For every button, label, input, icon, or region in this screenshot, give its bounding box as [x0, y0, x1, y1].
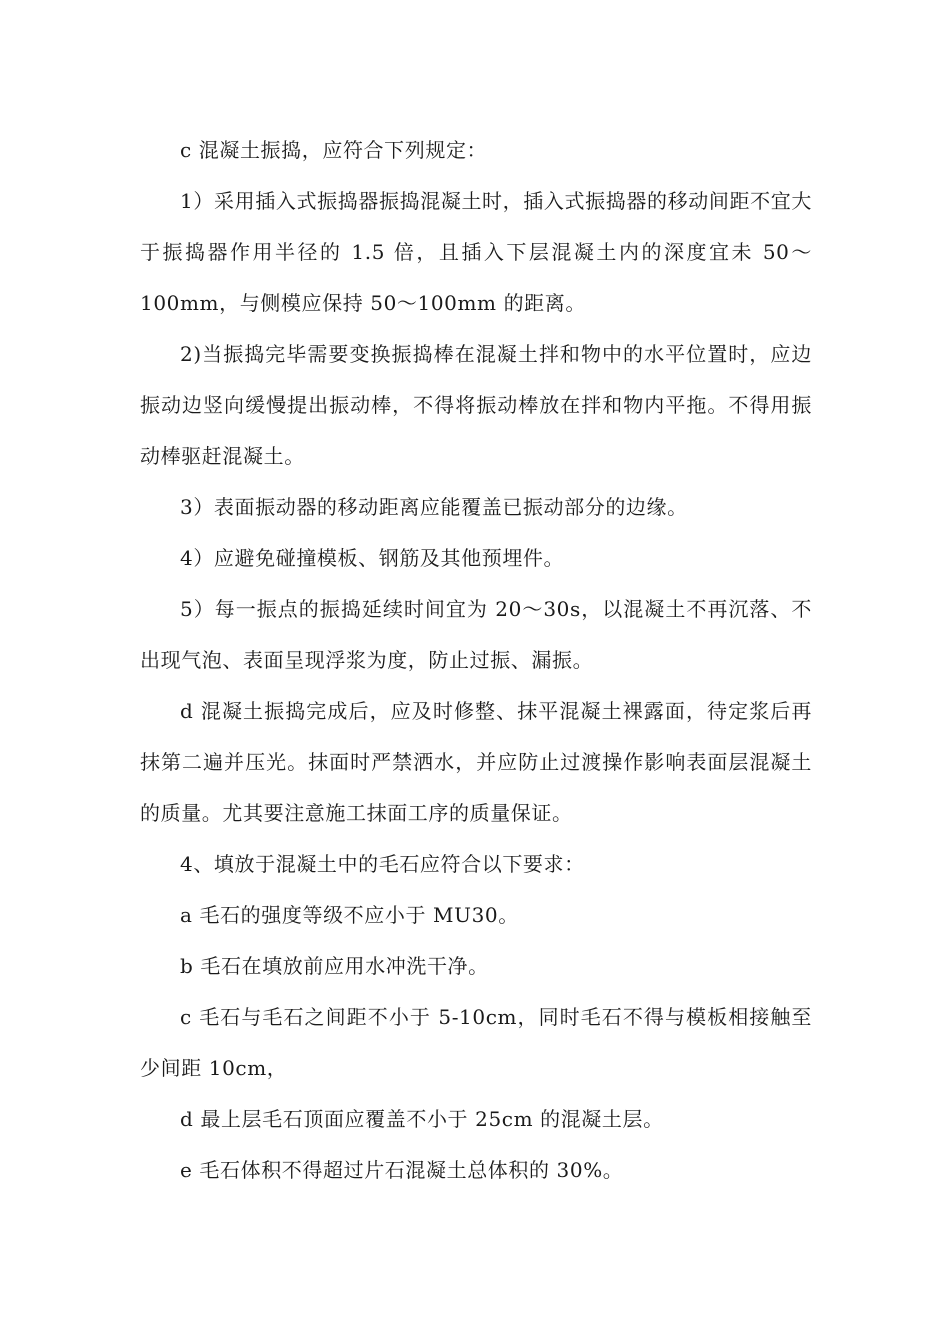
paragraph-item-3: 3）表面振动器的移动距离应能覆盖已振动部分的边缘。: [180, 495, 688, 519]
body-text: [140, 125, 812, 1196]
paragraph-finishing: d 混凝土振捣完成后，应及时修整、抹平混凝土裸露面，待定浆后再抹第二遍并压光。抹面时严禁洒水，并应防止过渡操作影响表面层混凝土的质量。尤其要注意施工抹面工序的质量保证。: [140, 699, 812, 825]
paragraph-rubble-e: e 毛石体积不得超过片石混凝土总体积的 30%。: [180, 1158, 624, 1182]
paragraph-item-2: 2)当振捣完毕需要变换振捣棒在混凝土拌和物中的水平位置时，应边振动边竖向缓慢提出振动棒，不得将振动棒放在拌和物内平拖。不得用振动棒驱赶混凝土。: [140, 342, 812, 468]
paragraph-rubble-c: c 毛石与毛石之间距不小于 5-10cm，同时毛石不得与模板相接触至少间距 10cm，: [140, 1005, 812, 1080]
paragraph-rubble-heading: 4、填放于混凝土中的毛石应符合以下要求：: [180, 852, 585, 876]
paragraph-rubble-b: b 毛石在填放前应用水冲洗干净。: [180, 954, 489, 978]
paragraph-rubble-a: a 毛石的强度等级不应小于 MU30。: [180, 903, 519, 927]
paragraph-item-4: 4）应避免碰撞模板、钢筋及其他预埋件。: [180, 546, 565, 570]
paragraph-item-5: 5）每一振点的振捣延续时间宜为 20～30s，以混凝土不再沉落、不出现气泡、表面呈现浮浆为度，防止过振、漏振。: [140, 597, 812, 672]
paragraph-rubble-d: d 最上层毛石顶面应覆盖不小于 25cm 的混凝土层。: [180, 1107, 664, 1131]
paragraph-item-1: 1）采用插入式振捣器振捣混凝土时，插入式振捣器的移动间距不宜大于振捣器作用半径的 1.5 倍，且插入下层混凝土内的深度宜未 50～100mm，与侧模应保持 50～100mm 的距离。: [140, 189, 812, 315]
paragraph-vibration-rules: c 混凝土振捣，应符合下列规定：: [180, 138, 488, 162]
